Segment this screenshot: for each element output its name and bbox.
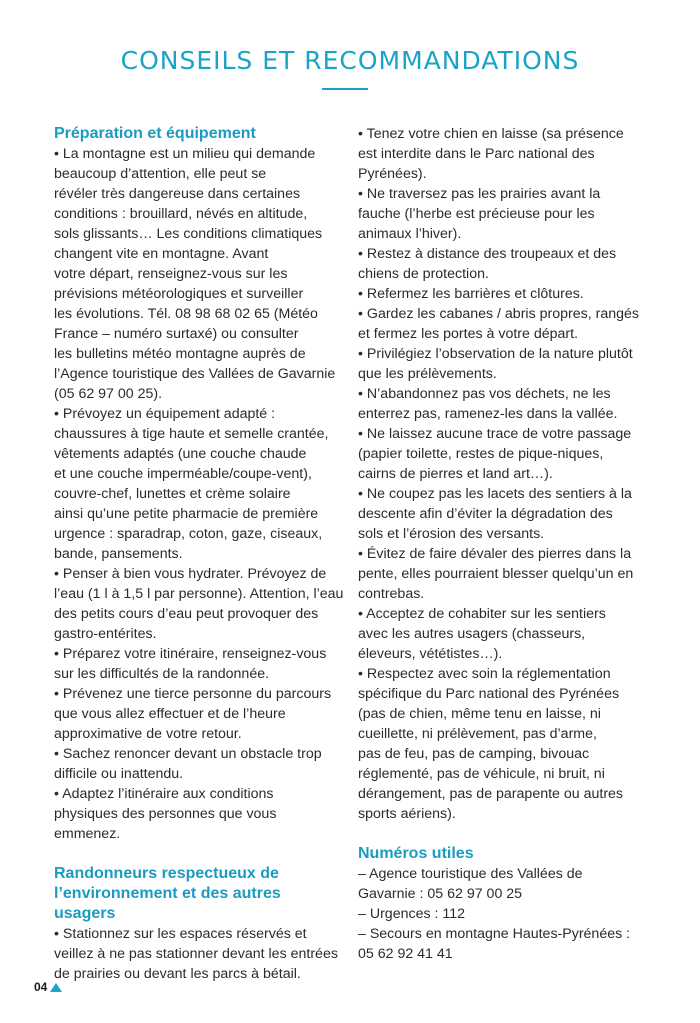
text-line: (pas de chien, même tenu en laisse, ni [358, 706, 601, 722]
text-line: France – numéro surtaxé) ou consulter [54, 326, 299, 342]
text-line: • Ne laissez aucune trace de votre passage [358, 426, 632, 442]
text-line: • Adaptez l’itinéraire aux conditions [54, 786, 274, 802]
text-line: urgence : sparadrap, coton, gaze, ciseaux, [54, 526, 323, 542]
text-line: physiques des personnes que vous [54, 806, 277, 822]
text-line: • Privilégiez l’observation de la nature plutôt [358, 346, 633, 362]
text-line: cairns de pierres et land art…). [358, 466, 553, 482]
section-heading-preparation: Préparation et équipement [54, 125, 256, 142]
numeros-utiles-text [358, 864, 650, 964]
text-line: • Acceptez de cohabiter sur les sentiers [358, 606, 606, 622]
text-line: veillez à ne pas stationner devant les entrées [54, 946, 338, 962]
text-line: chaussures à tige haute et semelle crantée, [54, 426, 329, 442]
text-line: contrebas. [358, 586, 425, 602]
text-line: couvre-chef, lunettes et crème solaire [54, 486, 291, 502]
text-line: • Tenez votre chien en laisse (sa présence [358, 126, 624, 142]
text-line: • Ne coupez pas les lacets des sentiers à la [358, 486, 632, 502]
text-line: (papier toilette, restes de pique-niques, [358, 446, 604, 462]
text-line: animaux l’hiver). [358, 226, 462, 242]
section-heading-randonneurs-line2: l’environnement et des autres usagers [54, 885, 281, 922]
text-line: conditions : brouillard, névés en altitude, [54, 206, 308, 222]
text-line: spécifique du Parc national des Pyrénées [358, 686, 620, 702]
page-footer [34, 980, 62, 994]
text-line: • N’abandonnez pas vos déchets, ne les [358, 386, 611, 402]
preparation-text [54, 144, 346, 844]
text-line: sur les difficultés de la randonnée. [54, 666, 270, 682]
text-line: 05 62 92 41 41 [358, 946, 453, 962]
text-line: pente, elles pourraient blesser quelqu’un en [358, 566, 634, 582]
text-line: les évolutions. Tél. 08 98 68 02 65 (Météo [54, 306, 318, 322]
right-column [358, 124, 650, 964]
text-line: votre départ, renseignez-vous sur les [54, 266, 288, 282]
text-line: Pyrénées). [358, 166, 427, 182]
title-underline [322, 88, 368, 90]
text-line: • Prévoyez un équipement adapté : [54, 406, 276, 422]
page-title: CONSEILS ET RECOMMANDATIONS [120, 46, 580, 75]
section-heading-numeros-utiles: Numéros utiles [358, 845, 474, 862]
text-line: changent vite en montagne. Avant [54, 246, 269, 262]
text-line: – Agence touristique des Vallées de [358, 866, 583, 882]
text-line: fauche (l’herbe est précieuse pour les [358, 206, 595, 222]
text-line: et une couche imperméable/coupe-vent), [54, 466, 312, 482]
text-line: est interdite dans le Parc national des [358, 146, 595, 162]
text-line: sols et l’érosion des versants. [358, 526, 545, 542]
text-line: les bulletins météo montagne auprès de [54, 346, 306, 362]
text-line: ainsi qu’une petite pharmacie de première [54, 506, 319, 522]
text-line: • Refermez les barrières et clôtures. [358, 286, 584, 302]
respect-text [358, 124, 650, 824]
text-line: révéler très dangereuse dans certaines [54, 186, 301, 202]
text-line: l’Agence touristique des Vallées de Gavarnie [54, 366, 336, 382]
triangle-up-icon [50, 983, 62, 992]
text-line: difficile ou inattendu. [54, 766, 184, 782]
text-line: prévisions météorologiques et surveiller [54, 286, 304, 302]
text-line: enterrez pas, ramenez-les dans la vallée. [358, 406, 618, 422]
text-line: • Ne traversez pas les prairies avant la [358, 186, 601, 202]
text-line: dérangement, pas de parapente ou autres [358, 786, 624, 802]
text-line: chiens de protection. [358, 266, 489, 282]
text-line: – Secours en montagne Hautes-Pyrénées : [358, 926, 631, 942]
section-heading-randonneurs [54, 864, 346, 924]
text-line: emmenez. [54, 826, 121, 842]
text-line: • La montagne est un milieu qui demande [54, 146, 316, 162]
text-line: (05 62 97 00 25). [54, 386, 163, 402]
text-line: l’eau (1 l à 1,5 l par personne). Attention, l’eau [54, 586, 344, 602]
text-line: approximative de votre retour. [54, 726, 242, 742]
text-line: et fermez les portes à votre départ. [358, 326, 579, 342]
text-line: – Urgences : 112 [358, 906, 465, 922]
left-column [54, 124, 346, 984]
text-line: • Évitez de faire dévaler des pierres dans la [358, 546, 632, 562]
text-line: réglementé, pas de véhicule, ni bruit, ni [358, 766, 605, 782]
text-line: Gavarnie : 05 62 97 00 25 [358, 886, 523, 902]
randonneurs-text [54, 924, 346, 984]
text-line: • Gardez les cabanes / abris propres, rangés [358, 306, 639, 322]
text-line: des petits cours d’eau peut provoquer des [54, 606, 319, 622]
text-line: gastro-entérites. [54, 626, 157, 642]
text-line: • Restez à distance des troupeaux et des [358, 246, 617, 262]
text-line: bande, pansements. [54, 546, 183, 562]
text-line: • Prévenez une tierce personne du parcours [54, 686, 332, 702]
page-number: 04 [34, 980, 48, 994]
text-line: sols glissants… Les conditions climatiques [54, 226, 323, 242]
text-line: • Penser à bien vous hydrater. Prévoyez de [54, 566, 327, 582]
text-line: • Sachez renoncer devant un obstacle trop [54, 746, 322, 762]
text-line: pas de feu, pas de camping, bivouac [358, 746, 590, 762]
text-line: de prairies ou devant les parcs à bétail. [54, 966, 301, 982]
text-line: que les prélèvements. [358, 366, 497, 382]
section-heading-randonneurs-line1: Randonneurs respectueux de [54, 865, 279, 882]
text-line: que vous allez effectuer et de l’heure [54, 706, 286, 722]
text-line: avec les autres usagers (chasseurs, [358, 626, 586, 642]
text-line: • Respectez avec soin la réglementation [358, 666, 611, 682]
text-line: cueillette, ni prélèvement, pas d’arme, [358, 726, 597, 742]
text-line: sports aériens). [358, 806, 456, 822]
text-line: • Stationnez sur les espaces réservés et [54, 926, 307, 942]
text-line: vêtements adaptés (une couche chaude [54, 446, 307, 462]
text-line: éleveurs, vététistes…). [358, 646, 503, 662]
text-line: beaucoup d’attention, elle peut se [54, 166, 267, 182]
text-line: descente afin d’éviter la dégradation des [358, 506, 613, 522]
text-line: • Préparez votre itinéraire, renseignez-vous [54, 646, 327, 662]
